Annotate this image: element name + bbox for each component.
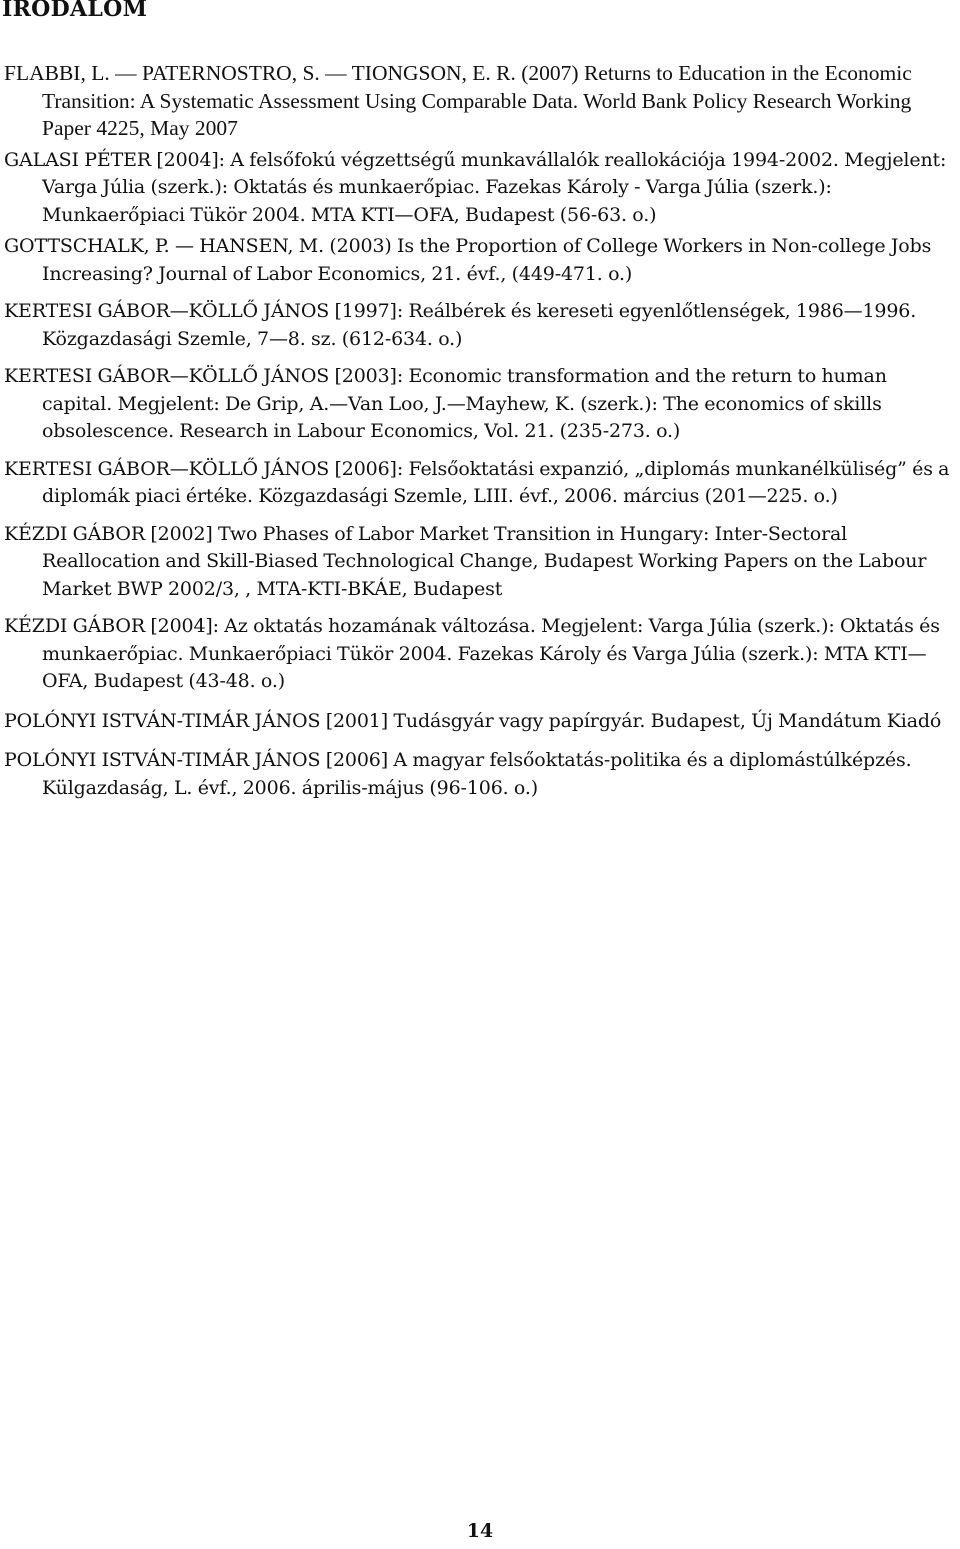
reference-entry: KERTESI GÁBOR—KÖLLŐ JÁNOS [2003]: Economic transformation and the return to human capital. Megjelent: De Grip, A.—Van Loo, J.—Mayhew, K. (szerk.): The economics of skills obsolescence. Research in Labour Economics, Vol. 21. (235-273. o.) (4, 365, 887, 442)
reference-entry: GOTTSCHALK, P. — HANSEN, M. (2003) Is the Proportion of College Workers in Non-college Jobs Increasing? Journal of Labor Economics, 21. évf., (449-471. o.) (4, 235, 932, 285)
reference-entry: KERTESI GÁBOR—KÖLLŐ JÁNOS [1997]: Reálbérek és kereseti egyenlőtlenségek, 1986—1996. Közgazdasági Szemle, 7—8. sz. (612-634. o.) (4, 300, 917, 350)
reference-entry: GALASI PÉTER [2004]: A felsőfokú végzettségű munkavállalók reallokációja 1994-2002. Megjelent: Varga Júlia (szerk.): Oktatás és munkaerőpiac. Fazekas Károly - Varga Júlia (szerk.): Munkaerőpiaci Tükör 2004. MTA KTI—OFA, Budapest (56-63. o.) (4, 148, 947, 226)
reference-list (4, 60, 954, 802)
reference-entry: FLABBI, L. — PATERNOSTRO, S. — TIONGSON, E. R. (2007) Returns to Education in the Economic Transition: A Systematic Assessment Using Comparable Data. World Bank Policy Research Working Paper 4225, May 2007 (4, 61, 912, 140)
reference-entry: KÉZDI GÁBOR [2002] Two Phases of Labor Market Transition in Hungary: Inter-Sectoral Reallocation and Skill-Biased Technological Change, Budapest Working Papers on the Labour Market BWP 2002/3, , MTA-KTI-BKÁE, Budapest (4, 522, 927, 600)
reference-entry: POLÓNYI ISTVÁN-TIMÁR JÁNOS [2006] A magyar felsőoktatás-politika és a diplomástúlképzés. Külgazdaság, L. évf., 2006. április-május (96-106. o.) (4, 749, 912, 799)
reference-entry: KÉZDI GÁBOR [2004]: Az oktatás hozamának változása. Megjelent: Varga Júlia (szerk.): Oktatás és munkaerőpiac. Munkaerőpiaci Tükör 2004. Fazekas Károly és Varga Júlia (szerk.): MTA KTI—OFA, Budapest (43-48. o.) (4, 615, 940, 692)
page-number: 14 (466, 1520, 494, 1542)
page-heading: IRODALOM (2, 0, 148, 22)
reference-entry: POLÓNYI ISTVÁN-TIMÁR JÁNOS [2001] Tudásgyár vagy papírgyár. Budapest, Új Mandátum Kiadó (4, 709, 942, 732)
reference-entry: KERTESI GÁBOR—KÖLLŐ JÁNOS [2006]: Felsőoktatási expanzió, „diplomás munkanélküliség” és a diplomák piaci értéke. Közgazdasági Szemle, LIII. évf., 2006. március (201—225. o.) (4, 457, 950, 507)
